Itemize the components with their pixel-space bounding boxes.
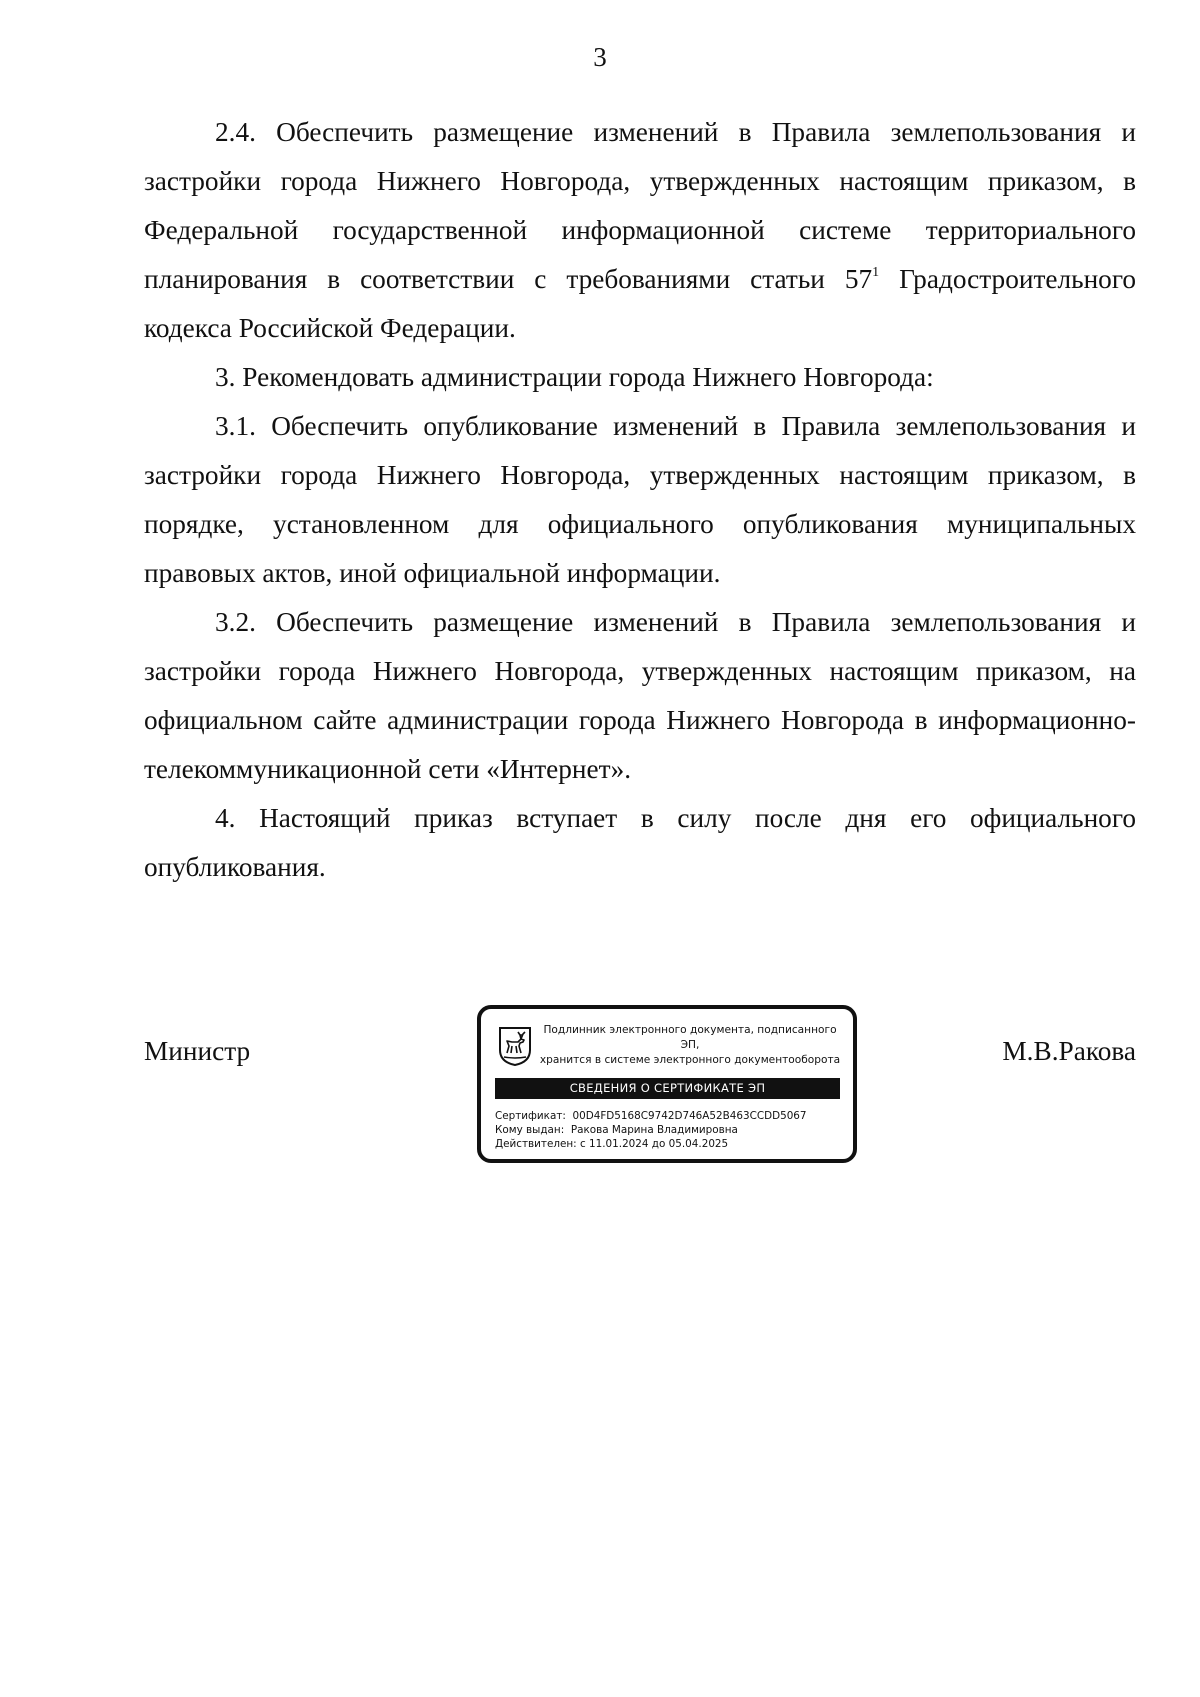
stamp-header-line-2: хранится в системе электронного документооборота [539,1054,841,1066]
paragraph-4: 4. Настоящий приказ вступает в силу после дня его официального опубликования. [144,803,1136,882]
issued-to-label: Кому выдан: [495,1124,565,1136]
signer-name: М.В.Ракова [1002,1036,1136,1066]
paragraph-2-4-text: 2.4. Обеспечить размещение изменений в Правила землепользования и застройки города Нижнего Новгорода, утвержденных настоящим приказом, в Федеральной государственной информационной системе территориального планирования в соответствии с требованиями статьи 57 [144,117,1136,294]
superscript: 1 [872,265,880,280]
issued-to-value: Ракова Марина Владимировна [570,1124,738,1136]
page-number: 3 [593,42,607,72]
paragraph-2-4-text-end: Градостроительного кодекса Российской Федерации. [144,264,1136,343]
document-body [144,108,1136,892]
paragraph-3-2: 3.2. Обеспечить размещение изменений в Правила землепользования и застройки города Нижнего Новгорода, утвержденных настоящим приказом, на официальном сайте администрации города Нижнего Новгорода в информационно-телекоммуникационной сети «Интернет». [144,607,1136,784]
certificate-details [495,1109,845,1151]
stamp-header-line-1: Подлинник электронного документа, подписанного ЭП, [543,1024,837,1051]
paragraph-3: 3. Рекомендовать администрации города Нижнего Новгорода: [215,362,934,392]
validity-label: Действителен: [495,1138,577,1150]
paragraph-3-1: 3.1. Обеспечить опубликование изменений в Правила землепользования и застройки города Нижнего Новгорода, утвержденных настоящим приказом, в порядке, установленном для официального опубликования муниципальных правовых актов, иной официальной информации. [144,411,1136,588]
stamp-header [537,1023,843,1068]
signer-title: Министр [144,1036,251,1066]
validity-value: с 11.01.2024 до 05.04.2025 [580,1138,729,1150]
paragraph-2-4 [144,108,1136,353]
electronic-signature-stamp [477,1005,857,1163]
certificate-value: 00D4FD5168C9742D746A52B463CCDD5067 [572,1110,807,1122]
deer-coat-of-arms-icon [498,1026,532,1066]
validity-row [495,1137,845,1151]
certificate-label: Сертификат: [495,1110,566,1122]
issued-to-row [495,1123,845,1137]
certificate-info-bar: СВЕДЕНИЯ О СЕРТИФИКАТЕ ЭП [495,1078,840,1099]
certificate-row [495,1109,845,1123]
